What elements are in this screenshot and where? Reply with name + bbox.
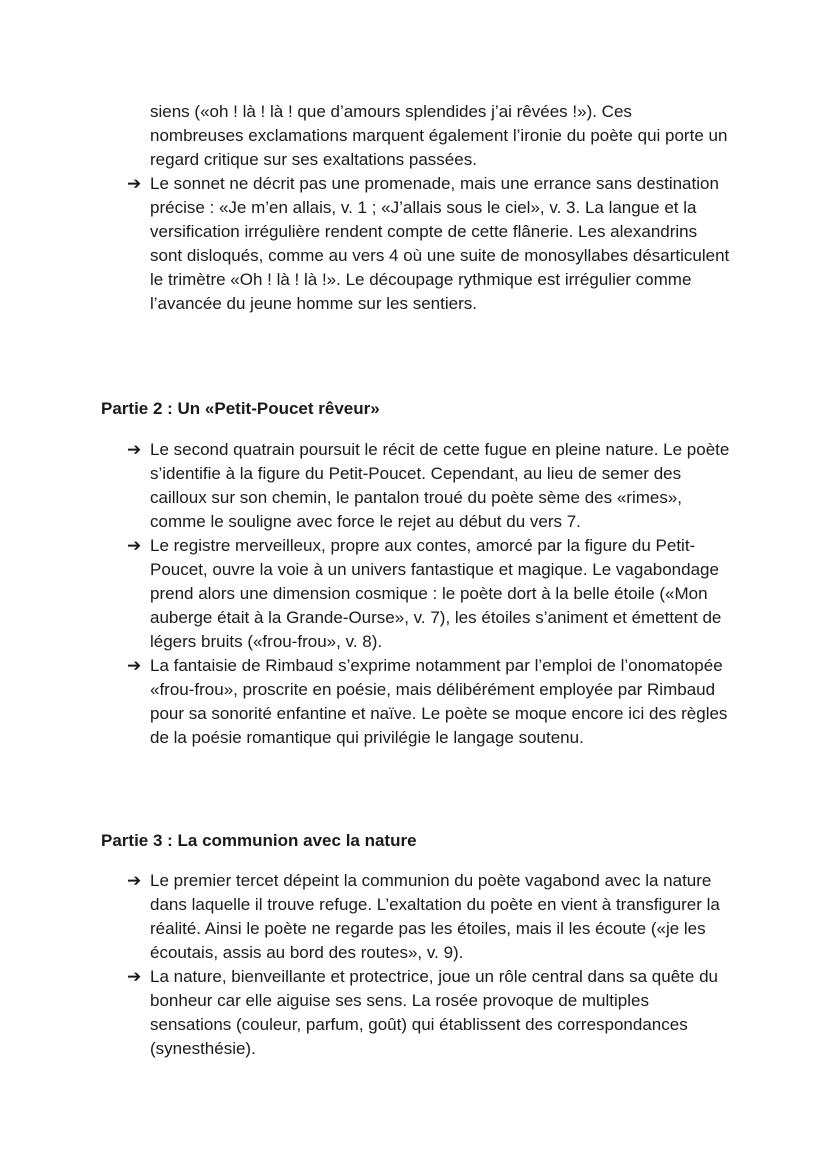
list-item-text: Le registre merveilleux, propre aux contes, amorcé par la figure du Petit-Poucet, ouvre la voie à un univers fantastique et magique. Le vagabondage prend alors une dimension cosmique : le poète dort à la belle étoile («Mon auberge était à la Grande-Ourse», v. 7), les étoiles s’animent et émettent de légers bruits («frou-frou», v. 8). [150,536,722,651]
arrow-icon: ➔ [127,656,142,675]
section-title-partie-3: Partie 3 : La communion avec la nature [101,831,417,850]
intro-bullet-list [127,172,732,316]
list-item-text: Le sonnet ne décrit pas une promenade, mais une errance sans destination précise : «Je m’en allais, v. 1 ; «J’allais sous le ciel», v. 3. La langue et la versification irrégulière rendent compte de cette flânerie. Les alexandrins sont disloqués, comme au vers 4 où une suite de monosyllabes désarticulent le trimètre «Oh ! là ! là !». Le découpage rythmique est irrégulier comme l’avancée du jeune homme sur les sentiers. [150,174,730,313]
list-item [127,438,732,534]
list-item-text: Le second quatrain poursuit le récit de cette fugue en pleine nature. Le poète s’identifie à la figure du Petit-Poucet. Cependant, au lieu de semer des cailloux sur son chemin, le pantalon troué du poète sème des «rimes», comme le souligne avec force le rejet au début du vers 7. [150,440,730,531]
list-item [127,654,732,750]
list-item [127,172,732,316]
arrow-icon: ➔ [127,967,142,986]
list-item [127,534,732,654]
list-item-text: La nature, bienveillante et protectrice, joue un rôle central dans sa quête du bonheur car elle aiguise ses sens. La rosée provoque de multiples sensations (couleur, parfum, goût) qui établissent des correspondances (synesthésie). [150,967,718,1058]
list-item [127,869,732,965]
arrow-icon: ➔ [127,174,142,193]
partie-2-bullet-list [127,438,732,750]
partie-3-bullet-list [127,869,732,1061]
list-item-text: Le premier tercet dépeint la communion du poète vagabond avec la nature dans laquelle il trouve refuge. L’exaltation du poète en vient à transfigurer la réalité. Ainsi le poète ne regarde pas les étoiles, mais il les écoute («je les écoutais, assis au bord des routes», v. 9). [150,871,720,962]
list-item-text: La fantaisie de Rimbaud s’exprime notamment par l’emploi de l’onomatopée «frou-frou», proscrite en poésie, mais délibérément employée par Rimbaud pour sa sonorité enfantine et naïve. Le poète se moque encore ici des règles de la poésie romantique qui privilégie le langage soutenu. [150,656,728,747]
arrow-icon: ➔ [127,871,142,890]
arrow-icon: ➔ [127,536,142,555]
continuation-paragraph: siens («oh ! là ! là ! que d’amours splendides j’ai rêvées !»). Ces nombreuses exclamations marquent également l’ironie du poète qui porte un regard critique sur ses exaltations passées. [150,102,728,169]
section-title-partie-2: Partie 2 : Un «Petit-Poucet rêveur» [101,399,380,418]
arrow-icon: ➔ [127,440,142,459]
list-item [127,965,732,1061]
